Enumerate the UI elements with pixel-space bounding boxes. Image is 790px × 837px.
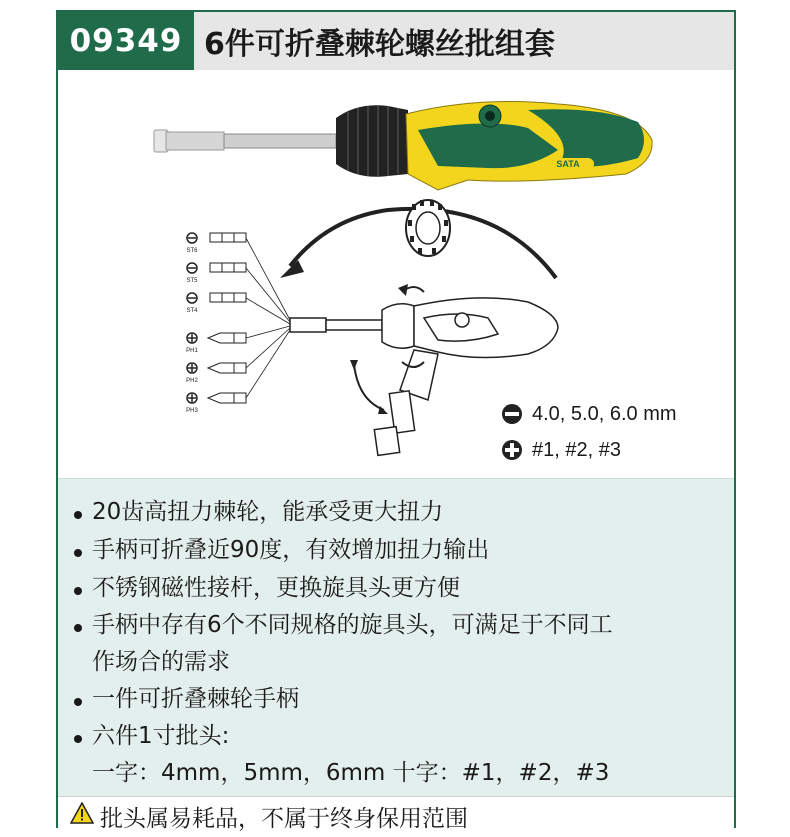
warning-text: 批头属易耗品，不属于终身保用范围 bbox=[100, 806, 468, 832]
bit-label: ST5 bbox=[186, 278, 198, 284]
bit-list bbox=[186, 233, 290, 414]
bit-label: PH2 bbox=[186, 378, 198, 384]
brand-logo: SATA bbox=[556, 159, 580, 169]
feature-item: 不锈钢磁性接杆，更换旋具头更方便 bbox=[92, 575, 460, 601]
bullet-icon bbox=[74, 735, 82, 743]
product-code: 09349 bbox=[58, 12, 194, 70]
bit-label: PH3 bbox=[186, 408, 198, 414]
feature-item: 20齿高扭力棘轮，能承受更大扭力 bbox=[92, 499, 444, 525]
bullet-icon bbox=[74, 624, 82, 632]
bit-label: ST6 bbox=[186, 248, 198, 254]
feature-item-continuation: 一字：4mm，5mm，6mm 十字：#1，#2，#3 bbox=[92, 760, 610, 786]
screwdriver-photo bbox=[154, 102, 652, 190]
bullet-icon bbox=[74, 511, 82, 519]
feature-item: 手柄中存有6个不同规格的旋具头，可满足于不同工 bbox=[92, 612, 613, 638]
product-title: 6件可折叠棘轮螺丝批组套 bbox=[204, 27, 555, 62]
spec-slotted: 4.0, 5.0, 6.0 mm bbox=[532, 403, 677, 425]
warning-bar bbox=[58, 796, 734, 832]
warning-icon bbox=[70, 802, 94, 824]
feature-item: 一件可折叠棘轮手柄 bbox=[92, 686, 299, 712]
ratchet-gear-icon bbox=[406, 200, 450, 256]
bullet-icon bbox=[74, 549, 82, 557]
bullet-icon bbox=[74, 698, 82, 706]
bit-label: PH1 bbox=[186, 348, 198, 354]
product-card bbox=[56, 10, 736, 832]
bit-label: ST4 bbox=[186, 308, 198, 314]
spec-phillips: #1, #2, #3 bbox=[532, 439, 621, 461]
feature-list bbox=[58, 478, 734, 796]
phillips-icon bbox=[502, 440, 522, 460]
feature-item: 六件1寸批头: bbox=[92, 723, 230, 749]
bit-ph1 bbox=[186, 326, 290, 354]
feature-item-continuation: 作场合的需求 bbox=[92, 649, 230, 675]
bit-st6 bbox=[186, 233, 290, 320]
slotted-icon bbox=[502, 404, 522, 424]
product-illustration bbox=[58, 70, 734, 478]
folding-screwdriver-drawing bbox=[290, 298, 558, 456]
bullet-icon bbox=[74, 587, 82, 595]
header-bar bbox=[58, 12, 734, 70]
feature-item: 手柄可折叠近90度，有效增加扭力输出 bbox=[92, 537, 490, 563]
bit-st4 bbox=[186, 293, 290, 324]
